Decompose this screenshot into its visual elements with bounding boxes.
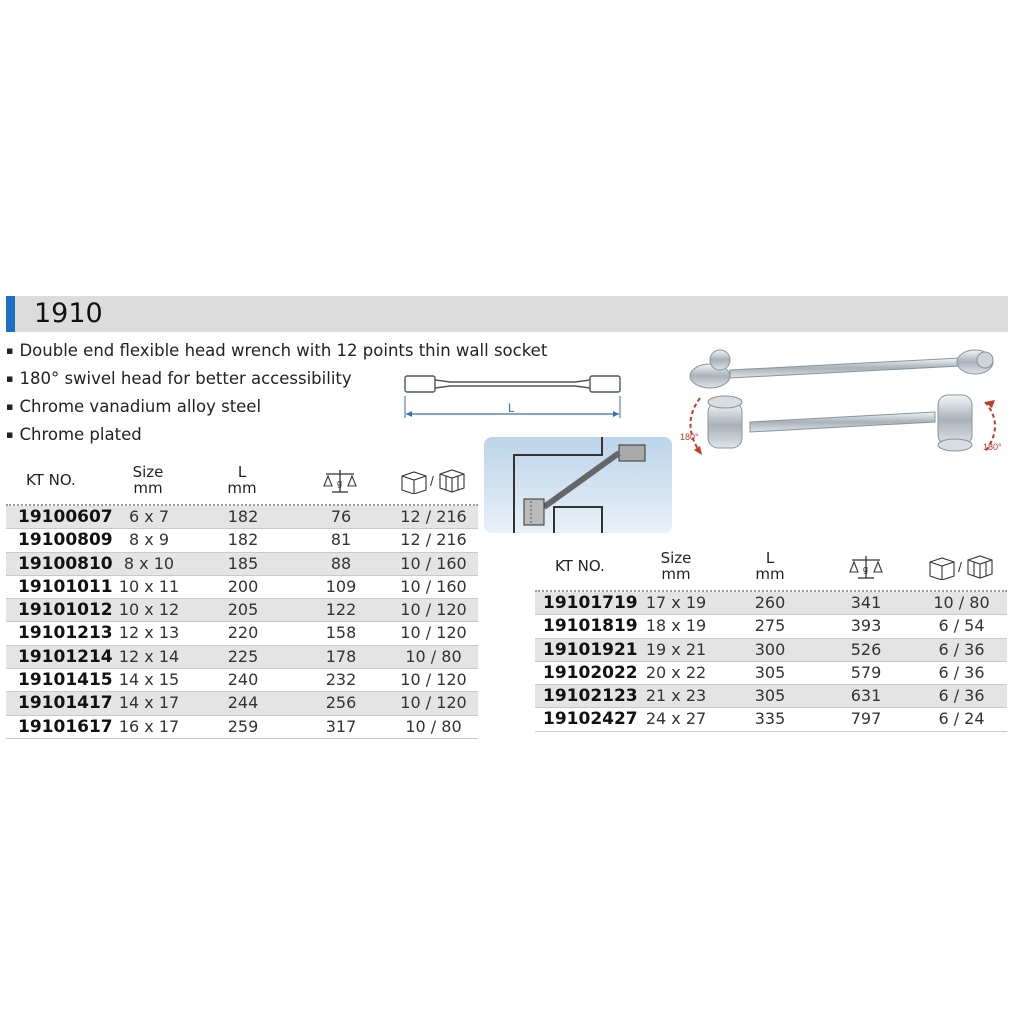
cell-w: 109 [325, 576, 357, 596]
box-carton-icon [928, 552, 994, 580]
cell-pack: 6 / 36 [938, 686, 985, 706]
cell-kt: 19101819 [543, 616, 638, 637]
cell-w: 256 [325, 693, 357, 713]
cell-pack: 10 / 160 [400, 576, 467, 596]
scale-icon [322, 466, 358, 494]
header-size: Size mm [660, 549, 692, 583]
cell-kt: 19101617 [18, 716, 113, 737]
cell-l: 200 [227, 576, 259, 596]
table-row [6, 692, 478, 715]
cell-w: 158 [325, 623, 357, 643]
table-header [6, 462, 478, 506]
svg-text:g: g [337, 478, 343, 488]
cell-pack: 10 / 120 [400, 623, 467, 643]
header-length: L mm [755, 549, 785, 583]
cell-w: 631 [850, 686, 882, 706]
table-row [6, 553, 478, 576]
feature-item: ▪ 180° swivel head for better accessibility [6, 366, 547, 394]
cell-l: 275 [754, 616, 786, 636]
cell-size: 12 x 13 [118, 623, 180, 643]
cell-kt: 19101415 [18, 670, 113, 691]
table-row [6, 669, 478, 692]
feature-item: ▪ Chrome vanadium alloy steel [6, 394, 547, 422]
cell-l: 260 [754, 593, 786, 612]
table-row [6, 576, 478, 599]
length-label: L [508, 401, 515, 415]
header-kt-no: KT NO. [555, 557, 605, 575]
cell-kt: 19100607 [18, 507, 113, 527]
table-row [6, 506, 478, 529]
spec-table-right [535, 548, 1007, 732]
cell-kt: 19102123 [543, 686, 638, 707]
cell-pack: 10 / 120 [400, 670, 467, 690]
title-accent [6, 296, 15, 332]
cell-size: 19 x 21 [645, 639, 707, 659]
cell-l: 220 [227, 623, 259, 643]
cell-l: 305 [754, 686, 786, 706]
cell-kt: 19101012 [18, 600, 113, 621]
cell-size: 24 x 27 [645, 709, 707, 729]
cell-l: 300 [754, 639, 786, 659]
cell-w: 797 [850, 709, 882, 729]
cell-w: 579 [850, 662, 882, 682]
cell-l: 225 [227, 646, 259, 666]
table-row [6, 622, 478, 645]
cell-pack: 6 / 54 [938, 616, 985, 636]
wrench-product-photo [680, 340, 1016, 470]
table-row [535, 639, 1007, 662]
cell-size: 10 x 11 [118, 576, 180, 596]
cell-size: 8 x 9 [129, 530, 169, 550]
header-kt-no: KT NO. [26, 471, 76, 489]
cell-kt: 19100809 [18, 530, 113, 551]
cell-size: 12 x 14 [118, 646, 180, 666]
cell-l: 244 [227, 693, 259, 713]
cell-l: 185 [227, 553, 259, 573]
cell-size: 16 x 17 [118, 716, 180, 736]
table-row [6, 646, 478, 669]
cell-l: 335 [754, 709, 786, 729]
cell-pack: 6 / 36 [938, 639, 985, 659]
cell-l: 240 [227, 670, 259, 690]
cell-kt: 19101921 [543, 639, 638, 660]
cell-pack: 10 / 80 [933, 593, 990, 612]
scale-icon [848, 552, 884, 580]
cell-w: 76 [330, 507, 352, 526]
cell-size: 21 x 23 [645, 686, 707, 706]
cell-size: 17 x 19 [645, 593, 707, 612]
cell-size: 14 x 17 [118, 693, 180, 713]
cell-l: 259 [227, 716, 259, 736]
cell-pack: 6 / 36 [938, 662, 985, 682]
cell-kt: 19101719 [543, 593, 638, 613]
cell-w: 88 [330, 553, 352, 573]
cell-w: 341 [850, 593, 882, 612]
cell-size: 18 x 19 [645, 616, 707, 636]
rotation-label-right: 180° [983, 442, 1002, 452]
cell-pack: 12 / 216 [400, 507, 467, 526]
box-carton-icon [400, 466, 466, 494]
cell-pack: 10 / 80 [405, 646, 462, 666]
wrench-dimension-drawing [400, 368, 625, 430]
rotation-label-left: 180° [680, 432, 699, 442]
svg-text:/: / [958, 559, 962, 575]
cell-kt: 19100810 [18, 553, 113, 574]
cell-l: 182 [227, 507, 259, 526]
cell-kt: 19101214 [18, 646, 113, 667]
cell-l: 305 [754, 662, 786, 682]
cell-pack: 10 / 160 [400, 553, 467, 573]
cell-w: 393 [850, 616, 882, 636]
table-row [535, 662, 1007, 685]
table-row [535, 592, 1007, 615]
cell-pack: 10 / 80 [405, 716, 462, 736]
cell-kt: 19102427 [543, 709, 638, 730]
cell-l: 182 [227, 530, 259, 550]
cell-kt: 19101417 [18, 693, 113, 714]
cell-kt: 19101213 [18, 623, 113, 644]
table-row [535, 615, 1007, 638]
cell-w: 178 [325, 646, 357, 666]
cell-pack: 10 / 120 [400, 693, 467, 713]
cell-size: 14 x 15 [118, 670, 180, 690]
table-row [6, 529, 478, 552]
cell-pack: 12 / 216 [400, 530, 467, 550]
cell-pack: 6 / 24 [938, 709, 985, 729]
table-row [6, 599, 478, 622]
cell-w: 122 [325, 600, 357, 620]
title-bar [6, 296, 1008, 332]
cell-pack: 10 / 120 [400, 600, 467, 620]
cell-size: 8 x 10 [123, 553, 175, 573]
spec-table-left [6, 462, 478, 739]
cell-w: 526 [850, 639, 882, 659]
cell-kt: 19102022 [543, 662, 638, 683]
cell-size: 20 x 22 [645, 662, 707, 682]
feature-item: ▪ Chrome plated [6, 422, 547, 450]
cell-w: 81 [330, 530, 352, 550]
cell-size: 6 x 7 [129, 507, 169, 526]
cell-size: 10 x 12 [118, 600, 180, 620]
thin-wall-cross-section-image [484, 437, 672, 533]
header-length: L mm [227, 463, 257, 497]
table-row [535, 708, 1007, 731]
cell-kt: 19101011 [18, 576, 113, 597]
table-header [535, 548, 1007, 592]
table-row [6, 716, 478, 739]
cell-l: 205 [227, 600, 259, 620]
cell-w: 232 [325, 670, 357, 690]
cell-w: 317 [325, 716, 357, 736]
svg-text:g: g [863, 564, 869, 574]
header-size: Size mm [132, 463, 164, 497]
svg-text:/: / [430, 473, 434, 489]
table-row [535, 685, 1007, 708]
feature-item: ▪ Double end flexible head wrench with 12 points thin wall socket [6, 338, 547, 366]
product-code-title: 1910 [34, 298, 103, 329]
